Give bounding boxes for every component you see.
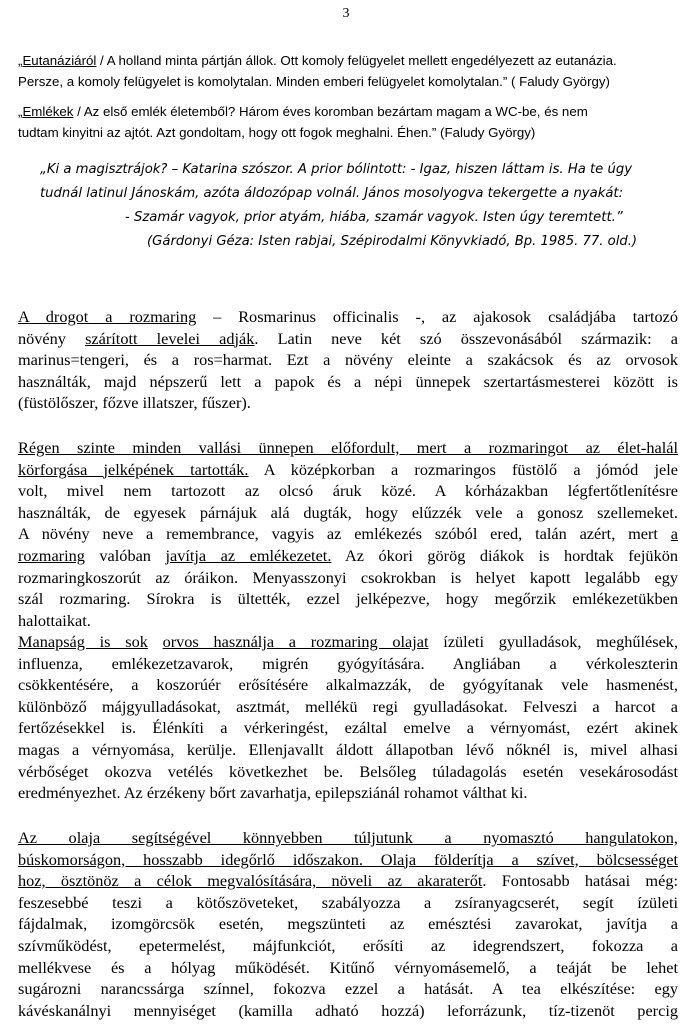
paragraph-line	[18, 739, 678, 761]
body-text: növény	[18, 328, 86, 348]
page-number: 3	[342, 6, 350, 21]
underlined-text: Az olaja segítségével könnyebben túljutunk a nyomasztó hangulatokon,	[18, 828, 678, 847]
quote-euthanasia	[18, 50, 678, 92]
paragraph-line	[18, 913, 678, 935]
paragraph-line	[18, 978, 678, 1000]
paragraph-line	[18, 371, 678, 393]
italic-quote-gardonyi	[40, 158, 680, 254]
underlined-text: orvos használja a rozmaring olajat	[162, 632, 429, 651]
underlined-text: körforgása jelképének tartották.	[18, 459, 249, 479]
italic-quote-line: tudnál latinul Jánoskám, azóta áldozópap volnál. János mosolyogva tekergette a nyakát:	[40, 186, 624, 201]
body-text: ízületi gyulladások, meghűlések,	[428, 632, 679, 651]
paragraph-line	[18, 437, 678, 459]
body-text: vérbőséget okozva vetélés következhet be. Belsőleg túladagolás esetén vesekárosodást	[18, 761, 678, 781]
body-text: – Rosmarinus officinalis -, az ajakosok családjába tartozó	[196, 307, 678, 326]
body-text: feszesebbé teszi a kötőszöveteket, szabályozza a zsíranyagcserét, segít ízületi	[18, 892, 678, 912]
body-text: . Latin neve két szó összevonásából származik: a	[254, 328, 679, 348]
quote-memories	[18, 101, 678, 143]
quote-line	[18, 50, 678, 71]
body-text: A középkorban a rozmaringos füstölő a jómód jele	[248, 459, 678, 479]
paragraph-line	[18, 349, 678, 371]
body-text: valóban	[84, 545, 166, 565]
paragraph-line	[18, 502, 678, 524]
quote-text: tudtam kinyitni az ajtót. Azt gondoltam, hogy ott fogok meghalni. Éhen.” (Faludy György)	[18, 125, 536, 140]
underlined-text: hoz, ösztönöz a célok megvalósítására, növeli az akaraterőt	[18, 871, 483, 891]
quote-keyword: Emlékek	[22, 104, 74, 119]
body-text: influenza, emlékezetzavarok, migrén gyógyítására. Angliában a vérkoleszterin	[18, 653, 678, 673]
italic-quote-line: - Szamár vagyok, prior atyám, hiába, szamár vagyok. Isten úgy teremtett.”	[125, 210, 623, 225]
paragraph-line	[18, 870, 678, 892]
body-text: fájdalmak, izomgörcsök esetén, megszünteti az emésztési zavarokat, javítja a	[18, 914, 678, 934]
body-text: (füstölőszer, főzve illatszer, fűszer).	[18, 393, 251, 413]
paragraph-line	[18, 631, 678, 653]
paragraph-line	[18, 957, 678, 979]
underlined-text: javítja az emlékezetet.	[165, 545, 332, 565]
body-text: szívműködést, epetermelést, májfunkciót, erősíti az idegrendszert, fokozza a	[18, 935, 678, 955]
body-text: A növény neve a remembrance, vagyis az emlékezés szóból ered, talán azért, mert	[18, 524, 671, 544]
body-text: szál rozmaring. Sírokra is ültették, ezzel jelképezve, hogy megőrzik emlékezetükben	[18, 589, 678, 609]
body-text: rozmaringkoszorút az óráikon. Menyasszonyi csokrokban is helyet kapott legalább egy	[18, 567, 678, 587]
body-text: mellékvese és a hólyag működését. Kitűnő vérnyomásemelő, a teáját be lehet	[18, 957, 678, 977]
italic-quote-line: „Ki a magisztrájok? – Katarina szószor. A prior bólintott: - Igaz, hiszen láttam is. Ha te úgy	[40, 162, 633, 177]
body-text: volt, mivel nem tartozott az olcsó áruk közé. A kórházakban légfertőtlenítésre	[18, 481, 678, 501]
quote-text: Persze, a komoly felügyelet is komolytalan. Minden emberi felügyelet komolytalan.” ( Faludy György)	[18, 74, 610, 89]
underlined-text: a	[670, 524, 678, 544]
paragraph-line	[18, 674, 678, 696]
paragraph-medical-uses	[18, 631, 678, 804]
quote-text: / Az első emlék életemből? Három éves koromban bezártam magam a WC-be, és nem	[73, 104, 588, 119]
quote-keyword: Eutanáziáról	[22, 53, 97, 68]
quote-line	[18, 101, 678, 122]
body-text: Az ókori görög diákok is hordtak fejükön	[331, 545, 678, 565]
body-text: csökkentésére, a koszorúér erősítésére alkalmazzák, de gyógyítanak vele hasmenést,	[18, 675, 678, 695]
quote-line	[18, 71, 678, 92]
paragraph-line	[18, 696, 678, 718]
paragraph-line	[18, 545, 678, 567]
paragraph-line	[18, 892, 678, 914]
paragraph-drug-rosemary	[18, 306, 678, 414]
body-text: . Fontosabb hatásai még:	[482, 871, 678, 891]
quote-line	[18, 122, 678, 143]
paragraph-line	[18, 610, 678, 632]
paragraph-history	[18, 437, 678, 631]
body-text: halottaikat.	[18, 610, 91, 630]
italic-quote-line: (Gárdonyi Géza: Isten rabjai, Szépirodalmi Könyvkiadó, Bp. 1985. 77. old.)	[147, 234, 638, 249]
underlined-text: rozmaring	[18, 545, 85, 565]
paragraph-line	[18, 782, 678, 804]
paragraph-line	[18, 653, 678, 675]
underlined-text: búskomorságon, hosszabb idegőrlő időszakon. Olaja földerítja a szívet, bölcsességet	[18, 849, 678, 869]
underlined-text: Régen szinte minden vallási ünnepen előfordult, mert a rozmaringot az élet-halál	[18, 438, 678, 457]
body-text: kávéskanálnyi mennyiséget (kamilla adható hozzá) leforrázunk, tíz-tizenöt percig	[18, 1000, 678, 1020]
body-text: használták, de egyesek párnájuk alá dugták, hogy elűzzék vele a gonosz szellemeket.	[18, 502, 678, 522]
paragraph-line	[18, 588, 678, 610]
quote-text: „	[18, 53, 23, 68]
underlined-text: Manapság is sok	[18, 632, 148, 651]
body-text: sugározni narancssárga színnel, fokozva ezzel a hatását. A tea elkészítése: egy	[18, 979, 678, 999]
underlined-text: szárított levelei adják	[85, 328, 255, 348]
body-text: használták, majd népszerű lett a papok és a népi ünnepek szertartásmesterei között is	[18, 371, 678, 391]
body-text: fertőzésekkel is. Élénkíti a vérkeringést, ezáltal emelve a vérnyomást, ezért akinek	[18, 718, 678, 738]
paragraph-line	[18, 567, 678, 589]
quote-text: / A holland minta pártján állok. Ott komoly felügyelet mellett engedélyezett az eutanázia.	[96, 53, 617, 68]
body-text: különböző májgyulladásokat, asztmát, mellékü regi gyulladásokat. Felveszi a harcot a	[18, 696, 678, 716]
paragraph-line	[18, 717, 678, 739]
paragraph-line	[18, 1000, 678, 1022]
quote-text: „	[18, 104, 23, 119]
body-text: marinus=tengeri, és a ros=harmat. Ezt a növény eleinte a szakácsok és az orvosok	[18, 350, 678, 370]
paragraph-line	[18, 935, 678, 957]
paragraph-line	[18, 827, 678, 849]
body-text	[148, 632, 163, 651]
body-text: magas a vérnyomása, kerülje. Ellenjavallt áldott állapotban lévő nőknél is, mivel alhasi	[18, 739, 678, 759]
underlined-text: A drogot a rozmaring	[18, 307, 197, 326]
body-text: eredményezhet. Az érzékeny bőrt zavarhatja, epilepsziánál rohamot válthat ki.	[18, 783, 528, 803]
paragraph-line	[18, 480, 678, 502]
paragraph-line	[18, 523, 678, 545]
paragraph-line	[18, 459, 678, 481]
paragraph-line	[18, 849, 678, 871]
paragraph-oil-effects	[18, 827, 678, 1021]
paragraph-line	[18, 306, 678, 328]
paragraph-line	[18, 392, 678, 414]
paragraph-line	[18, 761, 678, 783]
paragraph-line	[18, 328, 678, 350]
